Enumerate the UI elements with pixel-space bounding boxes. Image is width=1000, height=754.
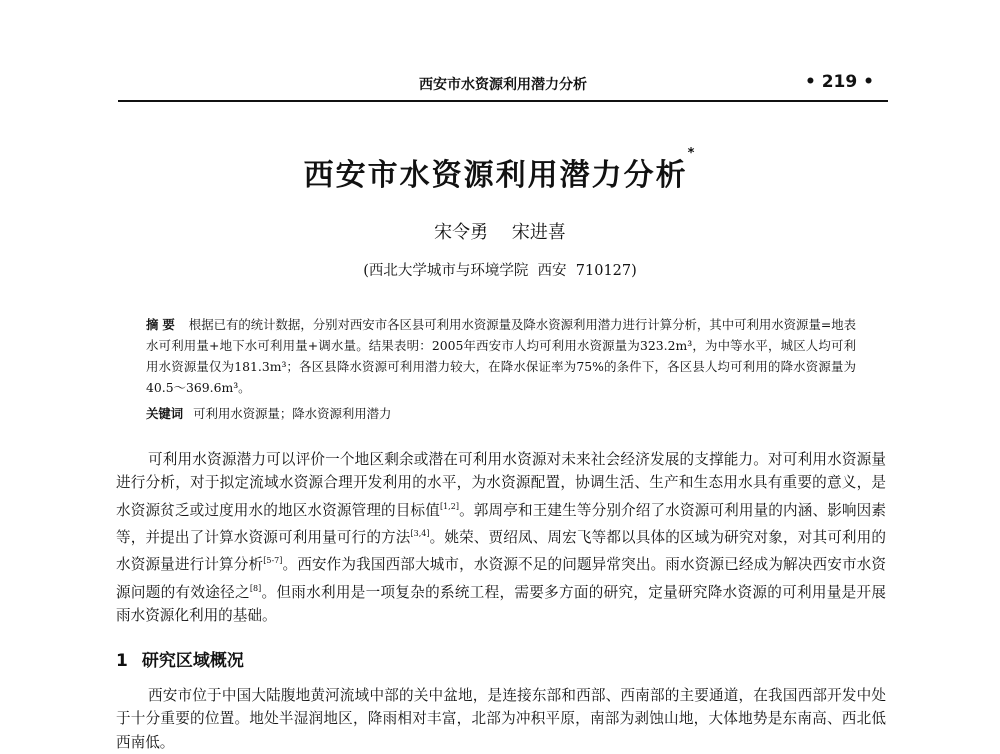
citation-1: [1,2] (439, 501, 459, 511)
running-title: 西安市水资源利用潜力分析 (419, 77, 587, 93)
abstract-label: 摘要 (146, 317, 179, 332)
paper-title (0, 146, 1000, 194)
section-heading (116, 646, 244, 671)
abstract-text: 根据已有的统计数据，分别对西安市各区县可利用水资源量及降水资源利用潜力进行计算分析，其中可利用水资源量=地表水可利用量+地下水可利用量+调水量。结果表明：2005年西安市人均可利用水资源量为323.2m³，为中等水平，城区人均可利用水资源量仅为181.3m³；各区县降水资源可利用潜力较大，在降水保证率为75%的条件下，各区县人均可利用的降水资源量为40.5～369.6m³。 (146, 317, 857, 395)
affiliation: (西北大学城市与环境学院 西安 710127) (363, 263, 637, 279)
page-number: • 219 • (804, 72, 874, 92)
intro-text-2: 。郭周亭和王建生等分别介绍了水资源可利用量的内涵、影响因素等，并提出了计算水资源可利用量可行的方法 (116, 501, 886, 546)
section-paragraph: 西安市位于中国大陆腹地黄河流域中部的关中盆地，是连接东部和西部、西南部的主要通道，在我国西部开发中处于十分重要的位置。地处半湿润地区，降雨相对丰富，北部为冲积平原，南部为剥蚀山地，大体地势是东南高、西北低西南低。 (116, 687, 886, 751)
paper-title-text: 西安市水资源利用潜力分析 (303, 158, 688, 193)
keywords (146, 403, 856, 424)
title-footnote-mark: * (687, 146, 697, 161)
section-number: 1 (116, 651, 128, 671)
abstract (146, 314, 856, 398)
intro-text-5: 。但雨水利用是一项复杂的系统工程，需要多方面的研究，定量研究降水资源的可利用量是开展雨水资源化利用的基础。 (116, 583, 886, 624)
section-title: 研究区域概况 (141, 651, 244, 671)
citation-2: [3,4] (410, 529, 430, 539)
keywords-label: 关键词 (146, 406, 184, 421)
running-header (118, 72, 888, 102)
keywords-text: 可利用水资源量；降水资源利用潜力 (193, 406, 392, 421)
intro-text-3: 。姚荣、贾绍凤、周宏飞等都以具体的区域为研究对象，对其可利用的水资源量进行计算分析 (116, 528, 886, 574)
intro-text-4: 。西安作为我国西部大城市，水资源不足的问题异常突出。雨水资源已经成为解决西安市水资源问题的有效途径之 (116, 556, 886, 601)
citation-3: [5-7] (263, 556, 283, 566)
authors: 宋令勇 宋进喜 (434, 222, 566, 243)
citation-4: [8] (249, 583, 262, 593)
intro-paragraph (116, 448, 886, 627)
intro-text-1: 可利用水资源潜力可以评价一个地区剩余或潜在可利用水资源对未来社会经济发展的支撑能力。对可利用水资源量进行分析，对于拟定流域水资源合理开发利用的水平，为水资源配置，协调生活、生产和生态用水具有重要的意义，是水资源贫乏或过度用水的地区水资源管理的目标值 (116, 451, 886, 519)
